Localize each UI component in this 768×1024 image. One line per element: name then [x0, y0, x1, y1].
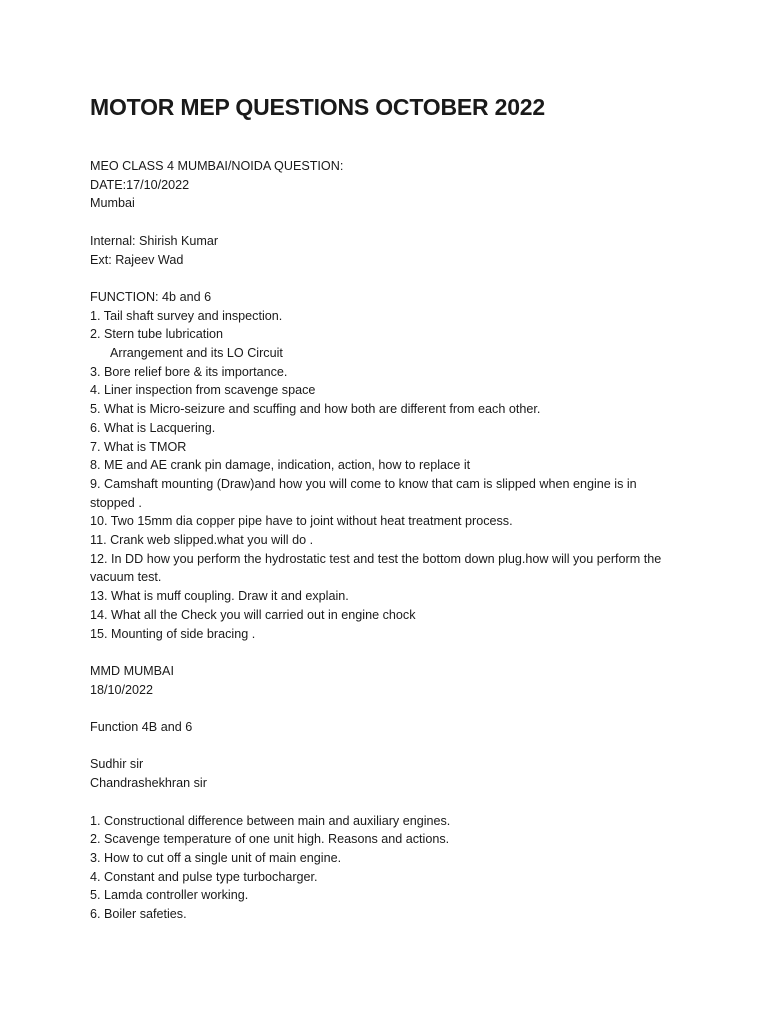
section1-function: FUNCTION: 4b and 6 — [90, 289, 212, 304]
internal-examiner: Internal: Shirish Kumar — [90, 233, 219, 248]
section1-header: MEO CLASS 4 MUMBAI/NOIDA QUESTION: — [90, 159, 344, 173]
spacer — [90, 643, 670, 662]
question-item: 3. Bore relief bore & its importance. — [90, 364, 288, 379]
question-item: 13. What is muff coupling. Draw it and explain. — [90, 589, 349, 604]
section2-function: Function 4B and 6 — [90, 720, 193, 735]
external-examiner: Ext: Rajeev Wad — [90, 252, 184, 267]
question-item-continuation: Arrangement and its LO Circuit — [110, 346, 283, 360]
question-item: 14. What all the Check you will carried out in engine chock — [90, 607, 416, 622]
document-body — [90, 157, 670, 924]
document-title: MOTOR MEP QUESTIONS OCTOBER 2022 — [90, 94, 545, 120]
spacer — [90, 737, 670, 756]
spacer — [90, 269, 670, 288]
question-item: 7. What is TMOR — [90, 439, 187, 454]
question-item: 4. Liner inspection from scavenge space — [90, 383, 316, 398]
question-item: 5. Lamda controller working. — [90, 888, 249, 903]
question-item: 9. Camshaft mounting (Draw)and how you will come to know that cam is slipped when engine is in stopped . — [90, 476, 641, 510]
question-item: 2. Scavenge temperature of one unit high. Reasons and actions. — [90, 832, 450, 847]
question-item: 5. What is Micro-seizure and scuffing and how both are different from each other. — [90, 402, 541, 417]
question-item: 12. In DD how you perform the hydrostatic test and test the bottom down plug.how will you perform the vacuum test. — [90, 551, 665, 585]
section1-location: Mumbai — [90, 196, 135, 211]
spacer — [90, 793, 670, 812]
question-item: 8. ME and AE crank pin damage, indication, action, how to replace it — [90, 458, 471, 473]
question-item: 1. Constructional difference between main and auxiliary engines. — [90, 813, 451, 828]
spacer — [90, 699, 670, 718]
question-item: 4. Constant and pulse type turbocharger. — [90, 869, 318, 884]
section2-date: 18/10/2022 — [90, 682, 154, 697]
question-item: 2. Stern tube lubrication — [90, 327, 224, 342]
question-item: 11. Crank web slipped.what you will do . — [90, 533, 314, 548]
examiner-name: Chandrashekhran sir — [90, 776, 207, 791]
question-item: 15. Mounting of side bracing . — [90, 626, 256, 641]
question-item: 3. How to cut off a single unit of main engine. — [90, 850, 342, 865]
spacer — [90, 213, 670, 232]
section1-date: DATE:17/10/2022 — [90, 177, 190, 192]
question-item: 6. What is Lacquering. — [90, 420, 216, 435]
question-item: 1. Tail shaft survey and inspection. — [90, 308, 283, 323]
examiner-name: Sudhir sir — [90, 757, 144, 772]
question-item: 10. Two 15mm dia copper pipe have to joint without heat treatment process. — [90, 514, 513, 529]
section2-header: MMD MUMBAI — [90, 663, 174, 678]
question-item: 6. Boiler safeties. — [90, 907, 187, 922]
